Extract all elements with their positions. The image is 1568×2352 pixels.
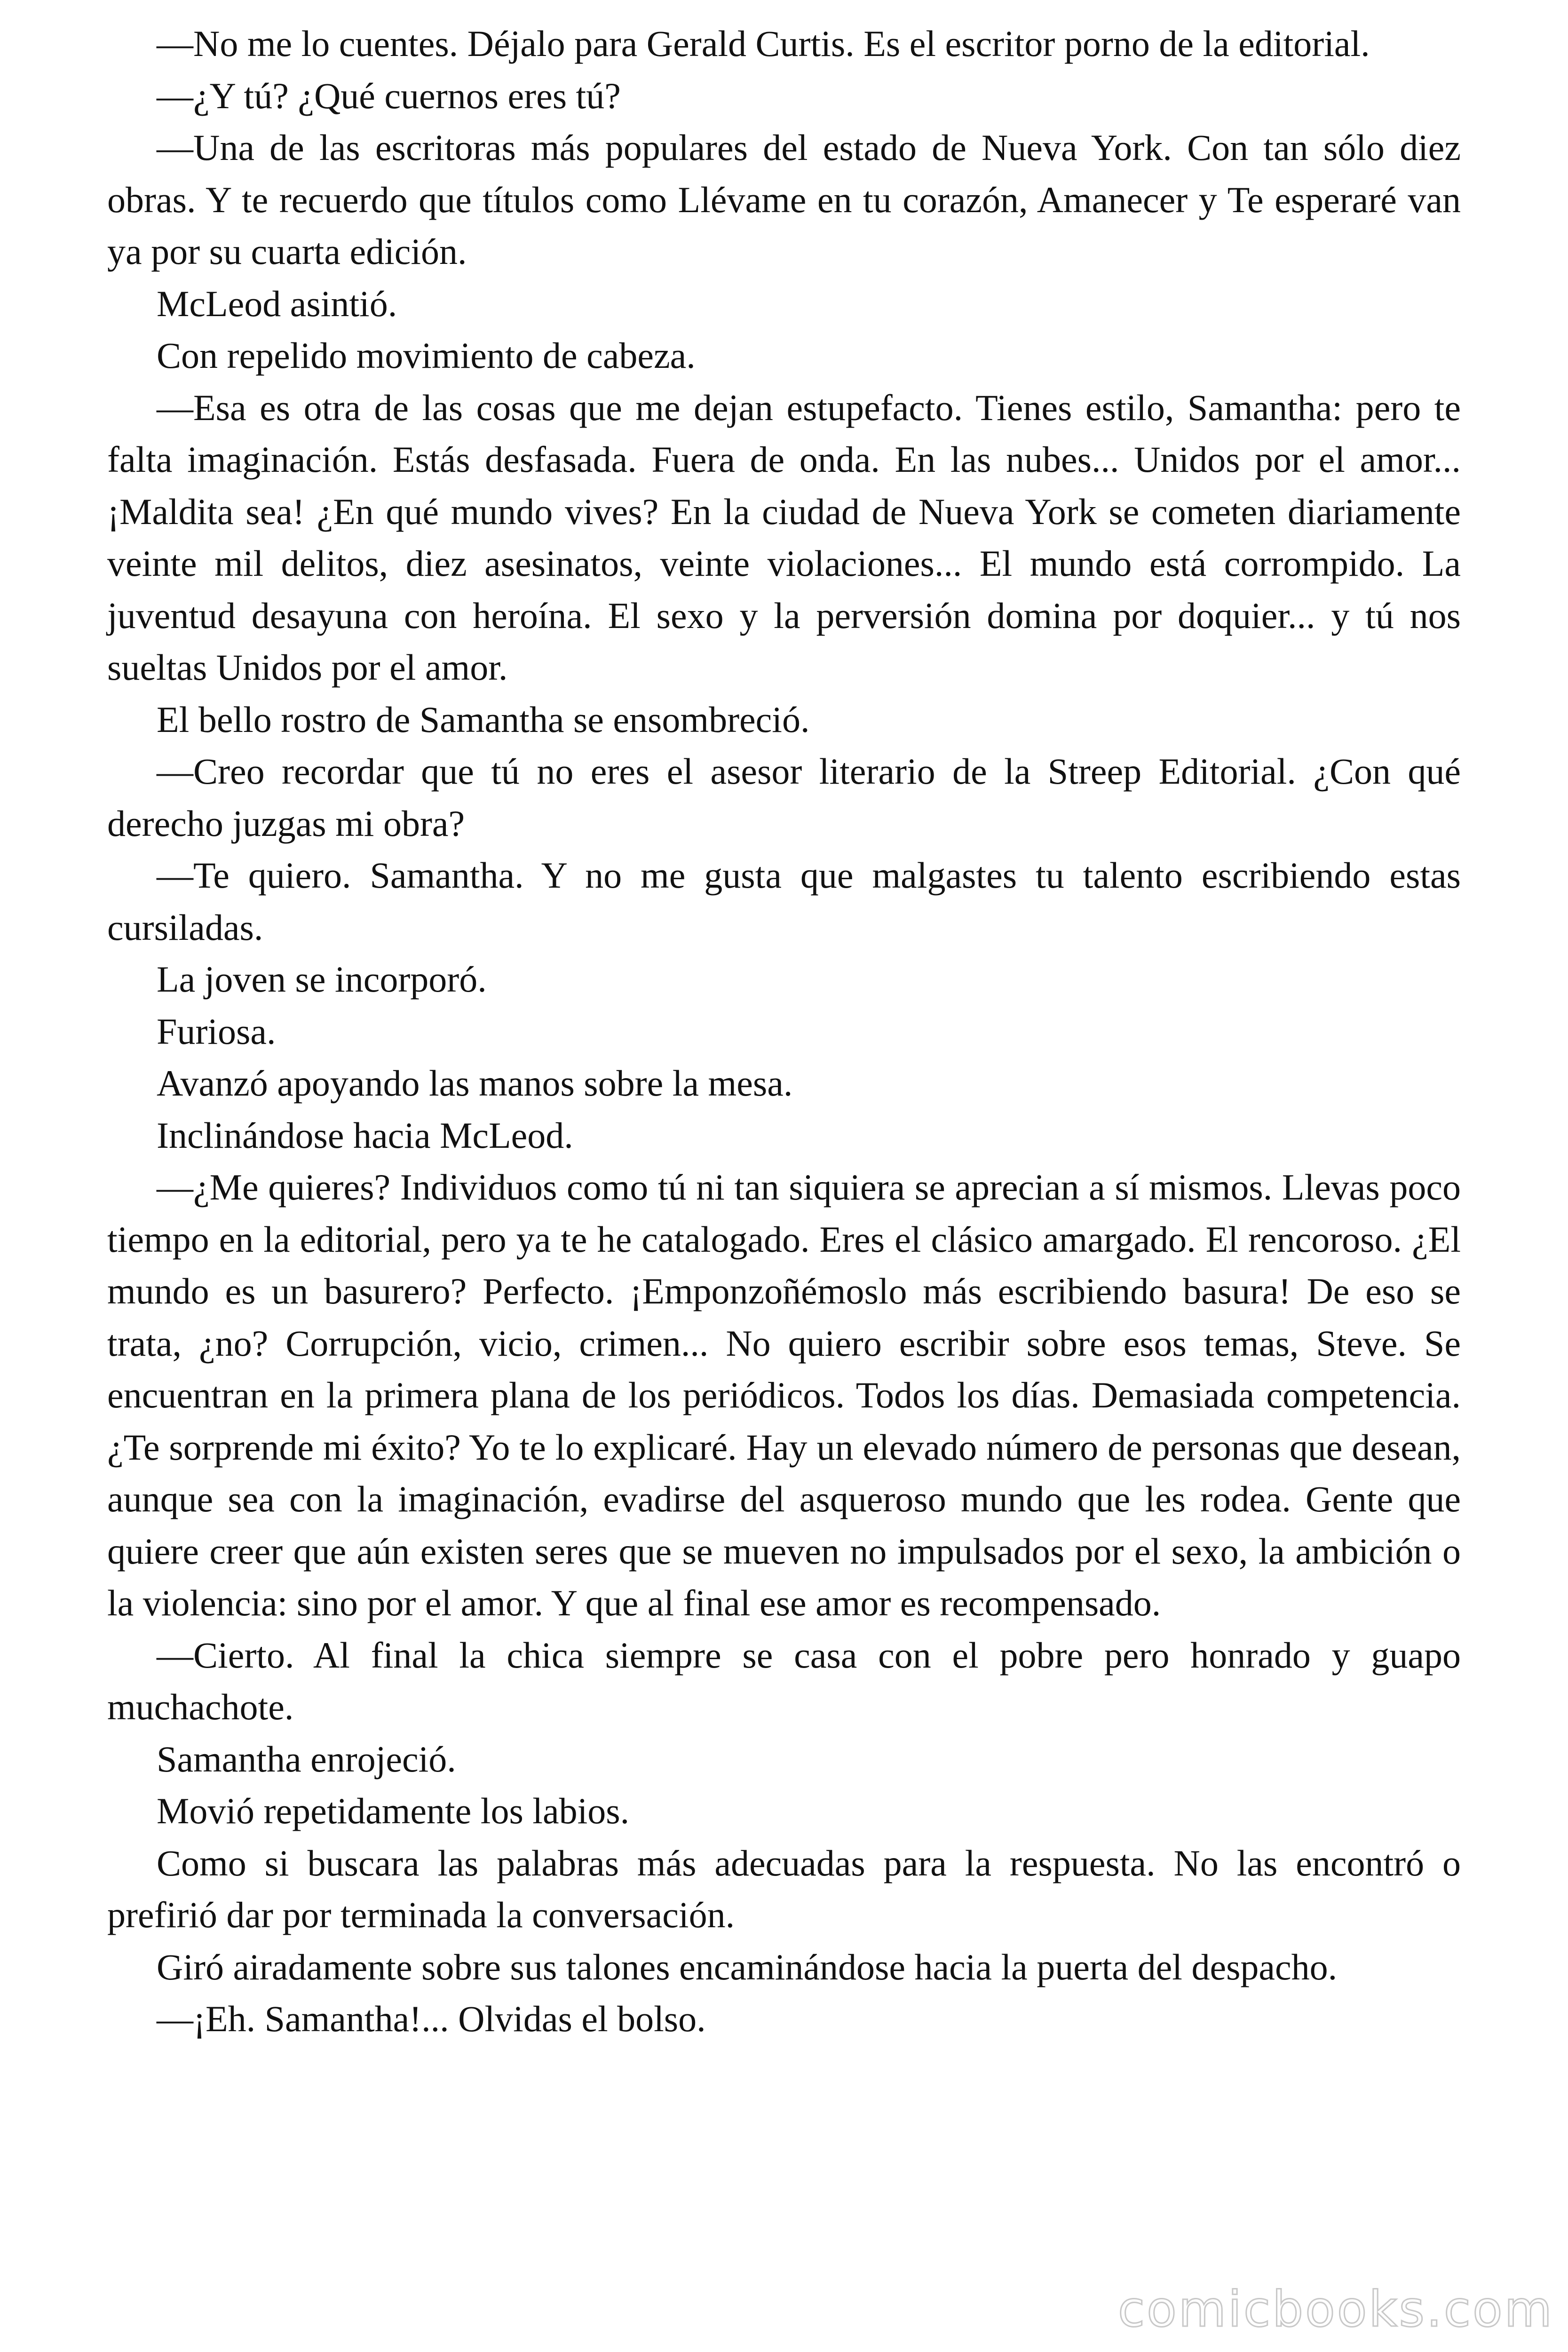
- paragraph: El bello rostro de Samantha se ensombreció.: [157, 699, 810, 740]
- paragraph: —Una de las escritoras más populares del estado de Nueva York. Con tan sólo diez obras. Y te recuerdo que títulos como Llévame en tu corazón, Amanecer y Te esperaré van ya por su cuarta edición.: [107, 127, 1461, 272]
- paragraph: McLeod asintió.: [157, 283, 397, 324]
- paragraph: Como si buscara las palabras más adecuadas para la respuesta. No las encontró o prefirió dar por terminada la conversación.: [107, 1842, 1461, 1935]
- paragraph: —Esa es otra de las cosas que me dejan estupefacto. Tienes estilo, Samantha: pero te falta imaginación. Estás desfasada. Fuera de onda. En las nubes... Unidos por el amor... ¡Maldita sea! ¿En qué mundo vives? En la ciudad de Nueva York se cometen diariamente veinte mil delitos, diez asesinatos, veinte violaciones... El mundo está corrompido. La juventud desayuna con heroína. El sexo y la perversión domina por doquier... y tú nos sueltas Unidos por el amor.: [107, 387, 1461, 688]
- paragraph: Movió repetidamente los labios.: [157, 1790, 630, 1831]
- paragraph: —¡Eh. Samantha!... Olvidas el bolso.: [157, 1998, 706, 2039]
- watermark: comicbooks.com: [1117, 2280, 1554, 2338]
- paragraph: Inclinándose hacia McLeod.: [157, 1114, 573, 1156]
- paragraph: —No me lo cuentes. Déjalo para Gerald Curtis. Es el escritor porno de la editorial.: [157, 23, 1370, 64]
- paragraph: —¿Y tú? ¿Qué cuernos eres tú?: [157, 75, 621, 116]
- paragraph: Furiosa.: [157, 1010, 276, 1052]
- paragraph: —Te quiero. Samantha. Y no me gusta que malgastes tu talento escribiendo estas cursiladas.: [107, 855, 1461, 948]
- paragraph: —Cierto. Al final la chica siempre se casa con el pobre pero honrado y guapo muchachote.: [107, 1634, 1461, 1727]
- paragraph: —Creo recordar que tú no eres el asesor literario de la Streep Editorial. ¿Con qué derecho juzgas mi obra?: [107, 751, 1461, 844]
- paragraph: La joven se incorporó.: [157, 959, 487, 1000]
- page-text: [107, 18, 1461, 2045]
- paragraph: Con repelido movimiento de cabeza.: [157, 335, 696, 376]
- paragraph: Giró airadamente sobre sus talones encaminándose hacia la puerta del despacho.: [157, 1946, 1338, 1987]
- paragraph: Samantha enrojeció.: [157, 1738, 456, 1780]
- paragraph: —¿Me quieres? Individuos como tú ni tan siquiera se aprecian a sí mismos. Llevas poco tiempo en la editorial, pero ya te he catalogado. Eres el clásico amargado. El rencoroso. ¿El mundo es un basurero? Perfecto. ¡Emponzoñémoslo más escribiendo basura! De eso se trata, ¿no? Corrupción, vicio, crimen... No quiero escribir sobre esos temas, Steve. Se encuentran en la primera plana de los periódicos. Todos los días. Demasiada competencia. ¿Te sorprende mi éxito? Yo te lo explicaré. Hay un elevado número de personas que desean, aunque sea con la imaginación, evadirse del asqueroso mundo que les rodea. Gente que quiere creer que aún existen seres que se mueven no impulsados por el sexo, la ambición o la violencia: sino por el amor. Y que al final ese amor es recompensado.: [107, 1167, 1461, 1623]
- paragraph: Avanzó apoyando las manos sobre la mesa.: [157, 1063, 793, 1104]
